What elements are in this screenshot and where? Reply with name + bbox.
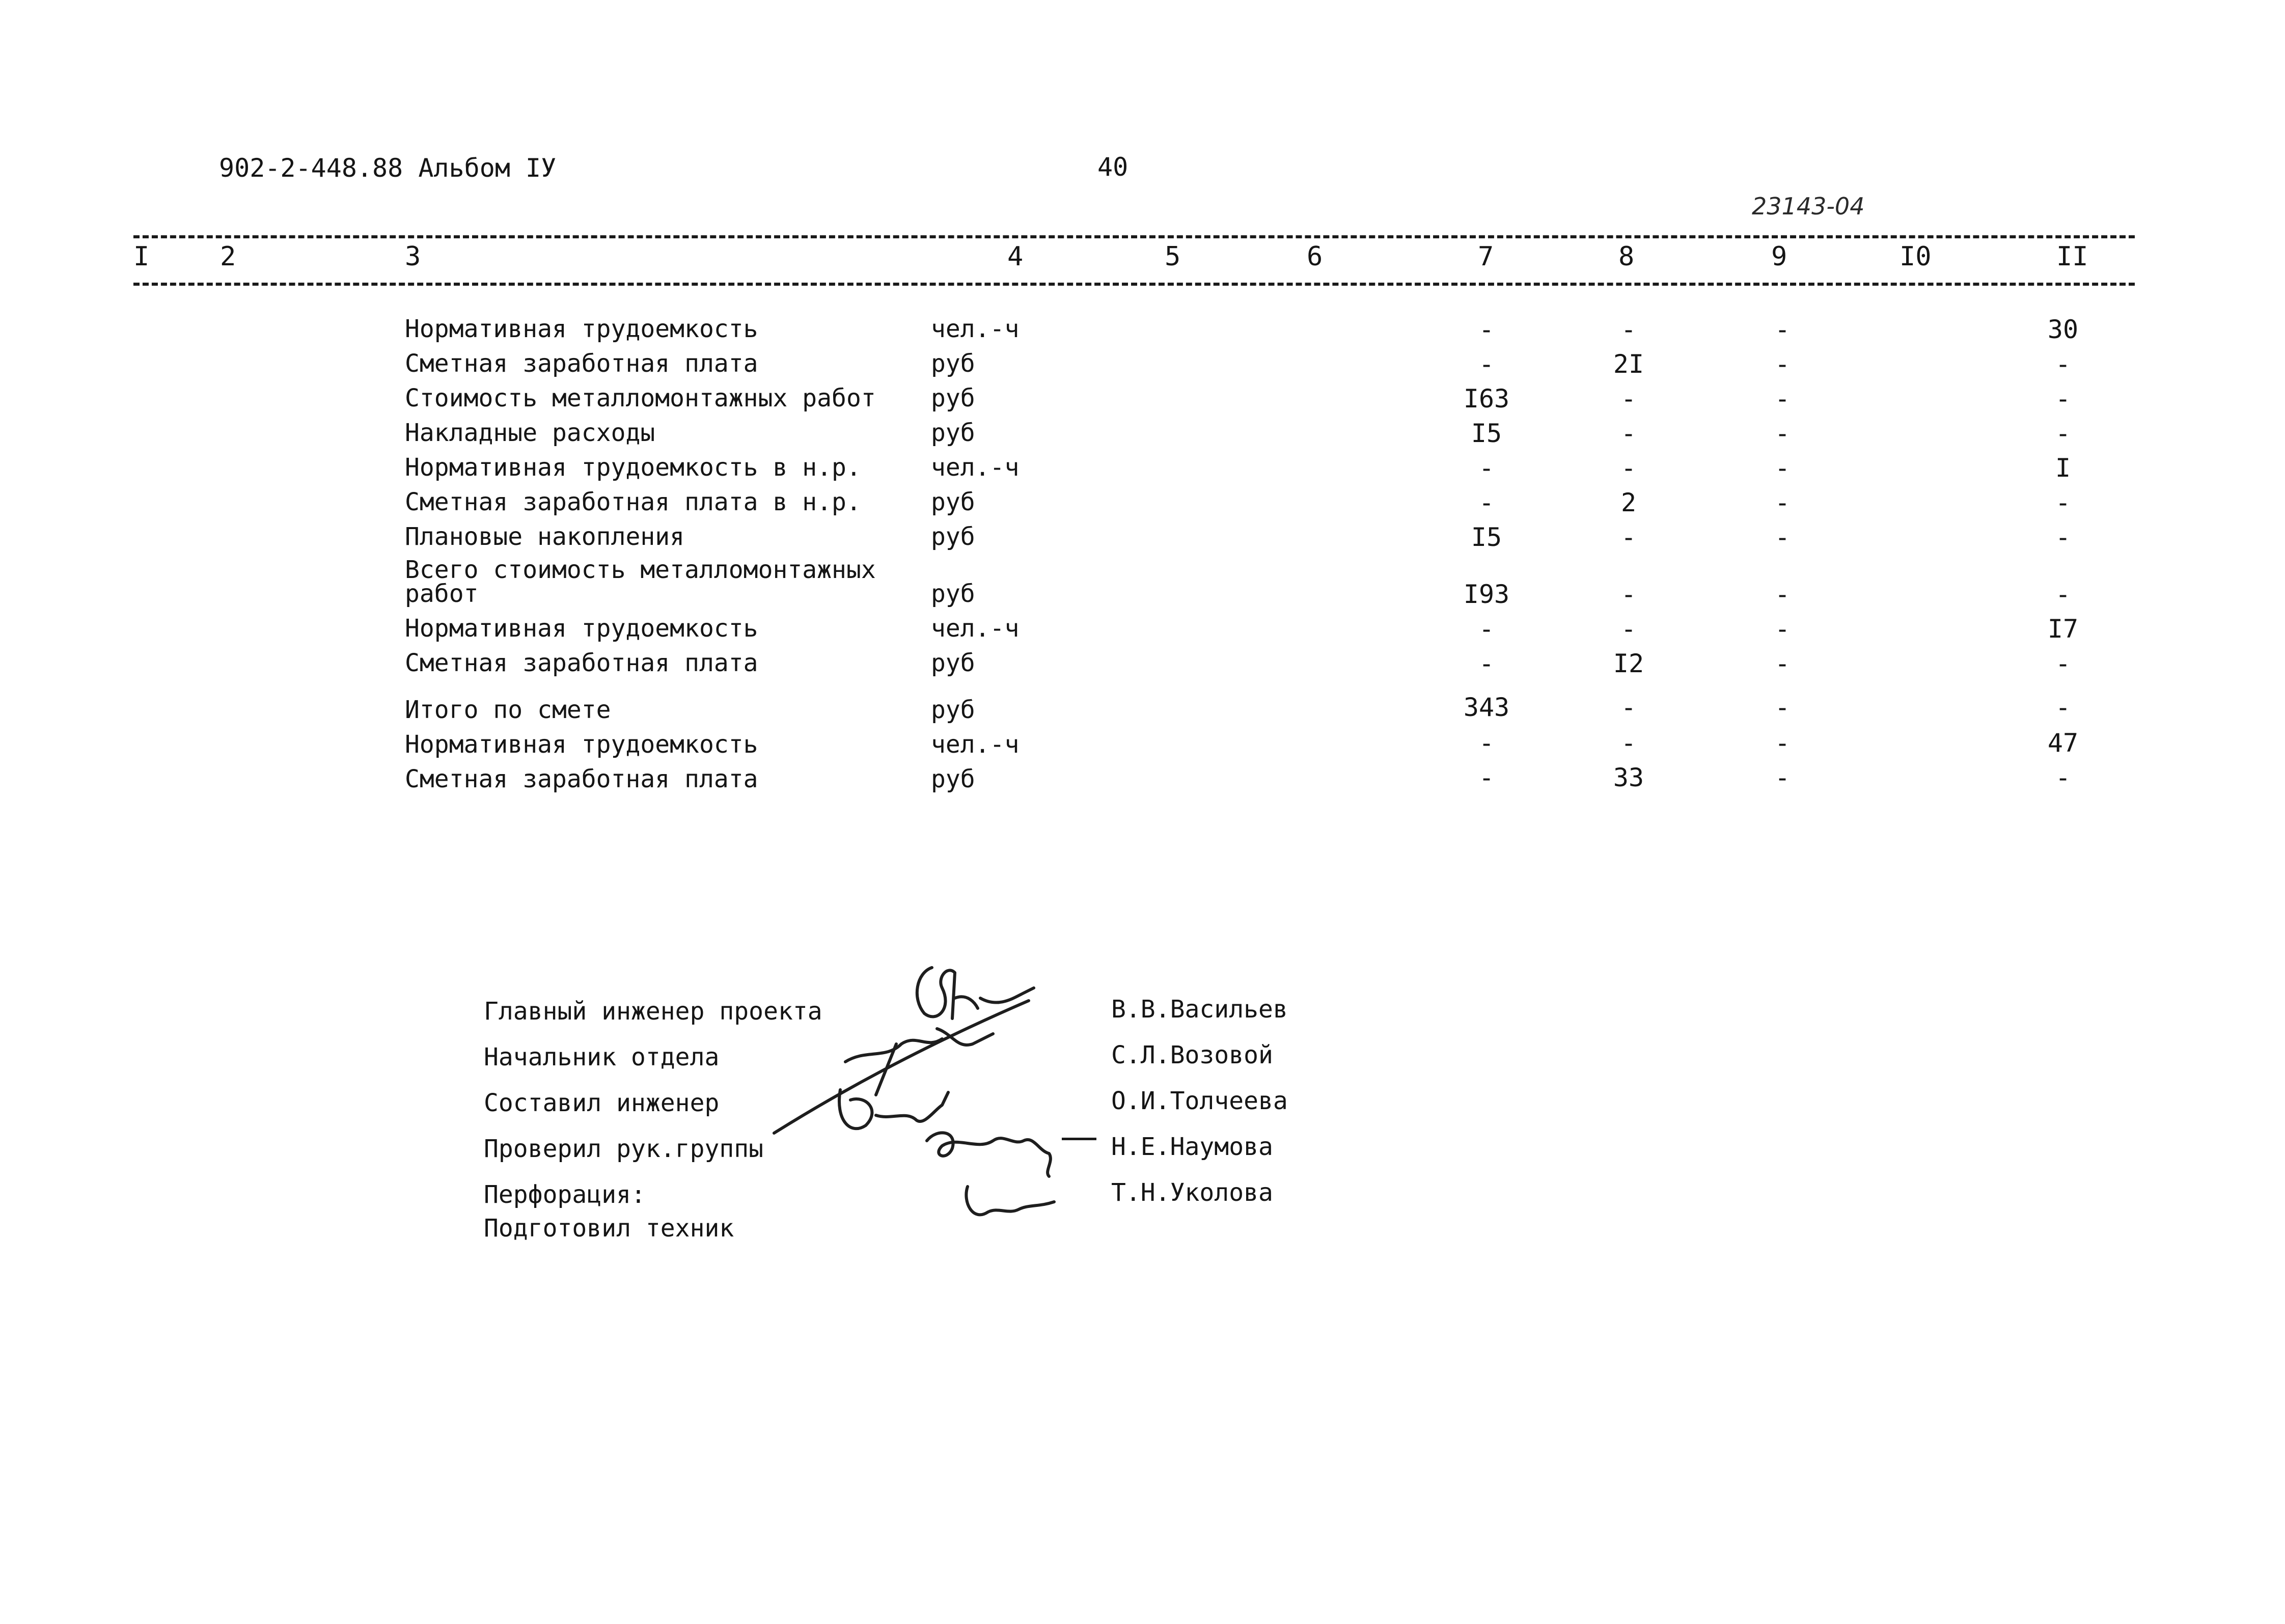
cell-col8: - [1620, 693, 1637, 722]
cell-col8: I2 [1613, 649, 1644, 678]
cell-col7: - [1478, 649, 1495, 678]
role-checked-by: Проверил рук.группы [484, 1135, 764, 1163]
cell-col7: - [1478, 453, 1495, 483]
column-header-11: II [2056, 241, 2088, 272]
column-header-6: 6 [1307, 241, 1323, 272]
row-unit: руб [931, 488, 975, 516]
cell-col9: - [1774, 419, 1791, 448]
row-unit: руб [931, 349, 975, 378]
cell-col11: - [2055, 419, 2071, 448]
column-header-3: 3 [405, 241, 421, 272]
cell-col11: - [2055, 580, 2071, 609]
row-unit: руб [931, 696, 975, 724]
cell-col11: - [2055, 349, 2071, 379]
cell-col11: - [2055, 384, 2071, 414]
role-perforation: Перфорация: [484, 1180, 646, 1209]
cell-col7: I93 [1463, 580, 1510, 609]
cell-col7: - [1478, 315, 1495, 344]
row-label: Нормативная трудоемкость [405, 614, 758, 643]
column-header-10: I0 [1899, 241, 1932, 272]
signature-stroke [845, 1029, 993, 1095]
cell-col8: - [1620, 384, 1637, 414]
cell-col8: - [1620, 419, 1637, 448]
name-tolcheeva: О.И.Толчеева [1111, 1087, 1288, 1115]
cell-col11: 47 [2047, 728, 2079, 758]
name-naumova: Н.Е.Наумова [1111, 1133, 1273, 1161]
column-header-4: 4 [1007, 241, 1024, 272]
cell-col11: I [2055, 453, 2071, 483]
cell-col7: I5 [1471, 419, 1502, 448]
document-code: 902-2-448.88 Альбом IУ [219, 153, 557, 183]
name-vasiliev: В.В.Васильев [1111, 995, 1288, 1024]
row-label: Сметная заработная плата [405, 649, 758, 677]
row-unit: чел.-ч [931, 730, 1020, 759]
cell-col8: - [1620, 522, 1637, 552]
signature-stroke [927, 1133, 1051, 1176]
role-chief-engineer: Главный инженер проекта [484, 997, 822, 1026]
cell-col7: - [1478, 728, 1495, 758]
cell-col9: - [1774, 315, 1791, 344]
role-compiled-by: Составил инженер [484, 1089, 720, 1117]
cell-col9: - [1774, 384, 1791, 414]
cell-col8: - [1620, 315, 1637, 344]
signature-stroke [966, 1187, 1054, 1215]
cell-col7: - [1478, 614, 1495, 644]
row-unit: руб [931, 384, 975, 412]
cell-col11: I7 [2047, 614, 2079, 644]
cell-col7: I63 [1463, 384, 1510, 414]
column-header-5: 5 [1165, 241, 1181, 272]
signature-stroke [917, 968, 1034, 1019]
cell-col8: 2 [1620, 488, 1637, 517]
cell-col8: - [1620, 580, 1637, 609]
row-label: Плановые накопления [405, 522, 685, 551]
cell-col7: - [1478, 488, 1495, 517]
cell-col7: 343 [1463, 693, 1510, 722]
handwritten-doc-number: 23143-04 [1752, 192, 1865, 220]
row-unit: руб [931, 580, 975, 608]
cell-col8: 2I [1613, 349, 1644, 379]
cell-col11: - [2055, 649, 2071, 678]
cell-col8: 33 [1613, 763, 1644, 792]
row-label: Накладные расходы [405, 419, 655, 447]
cell-col9: - [1774, 614, 1791, 644]
name-ukolova: Т.Н.Уколова [1111, 1178, 1273, 1207]
row-unit: руб [931, 765, 975, 793]
cell-col9: - [1774, 763, 1791, 792]
cell-col8: - [1620, 728, 1637, 758]
cell-col11: - [2055, 522, 2071, 552]
cell-col11: - [2055, 488, 2071, 517]
row-label: Нормативная трудоемкость [405, 315, 758, 343]
page-number: 40 [1097, 152, 1128, 182]
cell-col8: - [1620, 614, 1637, 644]
column-header-8: 8 [1618, 241, 1635, 272]
row-label: Сметная заработная плата в н.р. [405, 488, 861, 516]
row-unit: руб [931, 419, 975, 447]
cell-col9: - [1774, 580, 1791, 609]
row-label: Нормативная трудоемкость [405, 730, 758, 759]
cell-col9: - [1774, 349, 1791, 379]
cell-col9: - [1774, 453, 1791, 483]
row-label: Нормативная трудоемкость в н.р. [405, 453, 861, 482]
column-header-7: 7 [1478, 241, 1494, 272]
cell-col9: - [1774, 649, 1791, 678]
cell-col11: - [2055, 693, 2071, 722]
cell-col8: - [1620, 453, 1637, 483]
column-header-9: 9 [1771, 241, 1787, 272]
row-label: Всего стоимость металломонтажных [405, 556, 876, 584]
cell-col11: - [2055, 763, 2071, 792]
cell-col9: - [1774, 488, 1791, 517]
cell-col9: - [1774, 728, 1791, 758]
row-unit: руб [931, 649, 975, 677]
row-label: Сметная заработная плата [405, 765, 758, 793]
row-unit: чел.-ч [931, 614, 1020, 643]
row-label: Итого по смете [405, 696, 611, 724]
row-label-continuation: работ [405, 580, 479, 608]
row-label: Стоимость металломонтажных работ [405, 384, 876, 412]
name-vozovoy: С.Л.Возовой [1111, 1041, 1273, 1069]
signature-stroke [774, 1001, 1029, 1133]
row-unit: чел.-ч [931, 453, 1020, 482]
cell-col9: - [1774, 522, 1791, 552]
cell-col7: I5 [1471, 522, 1502, 552]
signature-stroke [839, 1090, 948, 1128]
column-header-1: I [133, 241, 150, 272]
role-prepared-by: Подготовил техник [484, 1214, 734, 1243]
row-label: Сметная заработная плата [405, 349, 758, 378]
cell-col7: - [1478, 763, 1495, 792]
cell-col9: - [1774, 693, 1791, 722]
column-header-2: 2 [220, 241, 236, 272]
cell-col11: 30 [2047, 315, 2079, 344]
row-unit: чел.-ч [931, 315, 1020, 343]
cell-col7: - [1478, 349, 1495, 379]
role-department-head: Начальник отдела [484, 1043, 720, 1071]
row-unit: руб [931, 522, 975, 551]
